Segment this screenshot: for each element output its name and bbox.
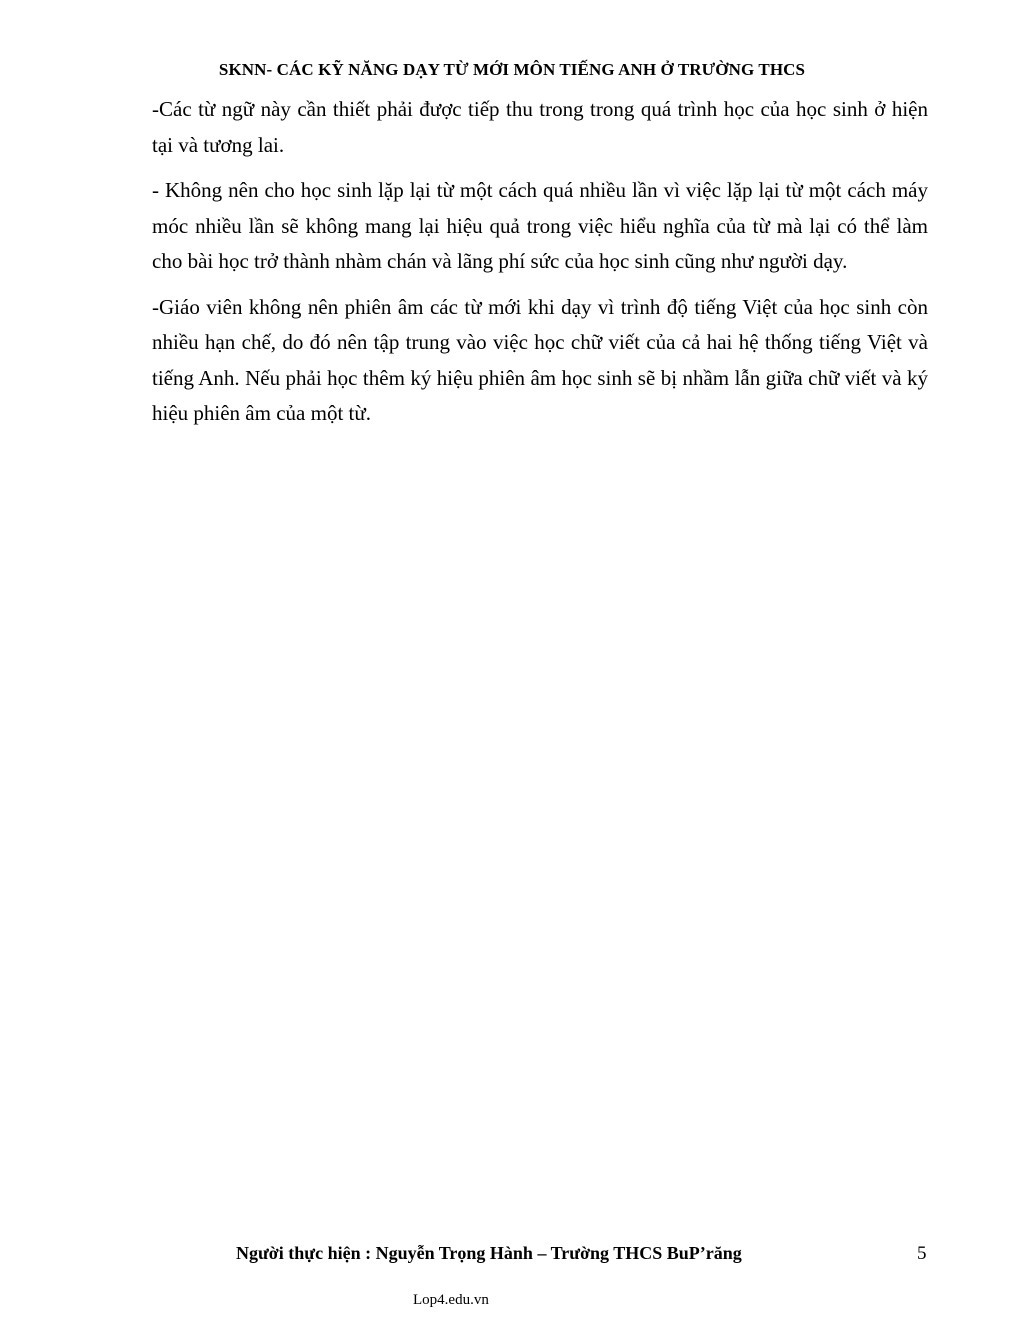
paragraph-2: - Không nên cho học sinh lặp lại từ một cách quá nhiều lần vì việc lặp lại từ một cách máy móc nhiều lần sẽ không mang lại hiệu quả trong việc hiểu nghĩa của từ mà lại có thể làm cho bài học trở thành nhàm chán và lãng phí sức của học sinh cũng như người dạy.	[152, 178, 928, 273]
footer-author: Người thực hiện : Nguyễn Trọng Hành – Trường THCS BuP’răng	[236, 1243, 742, 1263]
watermark-text: Lop4.edu.vn	[413, 1292, 489, 1308]
paragraph-1: -Các từ ngữ này cần thiết phải được tiếp thu trong trong quá trình học của học sinh ở hiện tại và tương lai.	[152, 97, 928, 157]
document-body	[152, 92, 928, 442]
page-footer	[0, 1243, 1024, 1267]
page-number: 5	[917, 1243, 927, 1264]
page-header-title: SKNN- CÁC KỸ NĂNG DẠY TỪ MỚI MÔN TIẾNG ANH Ở TRƯỜNG THCS	[218, 60, 806, 79]
paragraph-3: -Giáo viên không nên phiên âm các từ mới khi dạy vì trình độ tiếng Việt của học sinh còn nhiều hạn chế, do đó nên tập trung vào việc học chữ viết của cả hai hệ thống tiếng Việt và tiếng Anh. Nếu phải học thêm ký hiệu phiên âm học sinh sẽ bị nhầm lẫn giữa chữ viết và ký hiệu phiên âm của một từ.	[152, 294, 928, 425]
